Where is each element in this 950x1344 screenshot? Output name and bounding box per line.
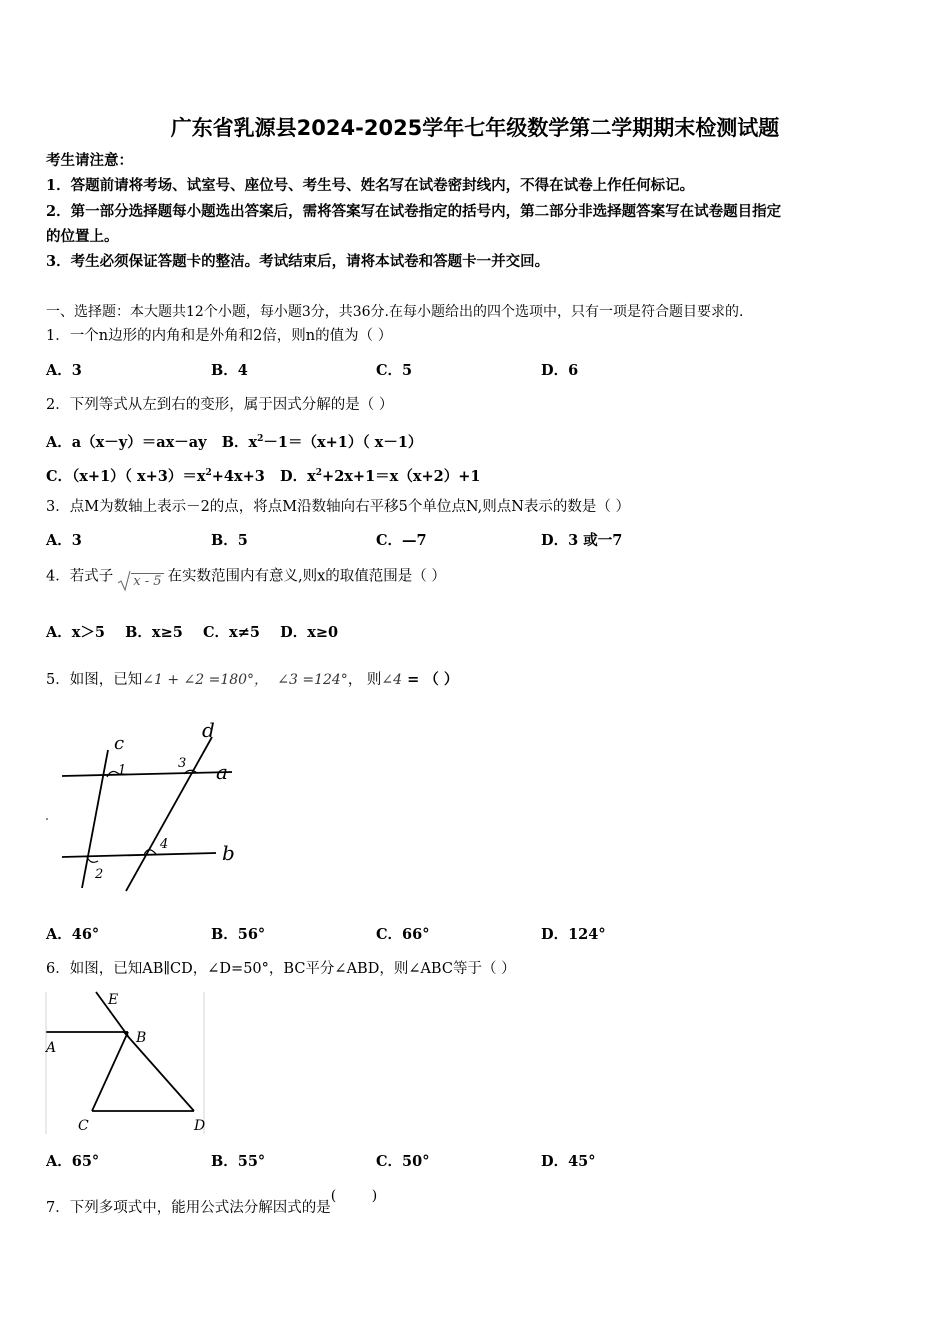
q5-figure-lines xyxy=(62,737,232,891)
q1-option-a: A．3 xyxy=(46,362,82,379)
q5-option-a: A．46° xyxy=(46,926,100,943)
sqrt-expression xyxy=(117,570,163,592)
label-d: d xyxy=(202,718,215,742)
line-b xyxy=(62,853,216,857)
q4-stem: 4．若式子 x - 5 在实数范围内有意义,则x的取值范围是（ ） xyxy=(46,566,446,588)
label-4: 4 xyxy=(160,837,169,852)
notice-heading: 考生请注意： xyxy=(46,152,133,169)
q6-figure-lines xyxy=(46,992,194,1111)
label-A: A xyxy=(46,1040,57,1056)
q1-option-b: B．4 xyxy=(211,362,248,379)
label-c: c xyxy=(114,733,125,754)
label-D: D xyxy=(194,1118,206,1134)
q7-answer-paren: ( ) xyxy=(330,1188,378,1204)
q1-option-d: D．6 xyxy=(541,362,579,379)
q6-option-b: B．55° xyxy=(211,1153,266,1170)
q5-option-d: D．124° xyxy=(541,926,606,943)
q4-options: A．x＞5 B．x≥5 C．x≠5 D．x≥0 xyxy=(46,624,339,641)
q2-options-row1 xyxy=(46,429,422,453)
notice-item-1: 1．答题前请将考场、试室号、座位号、考生号、姓名写在试卷密封线内，不得在试卷上作任何标记。 xyxy=(46,177,695,194)
angle-2-arc xyxy=(87,857,98,862)
q7-stem: 7．下列多项式中，能用公式法分解因式的是( ) xyxy=(46,1188,378,1216)
q2-options-row2 xyxy=(46,463,480,487)
q5-stem: 5．如图，已知∠1 + ∠2 =180°， ∠3 =124°， 则∠4 = （ ） xyxy=(46,671,459,688)
line-BC xyxy=(92,1032,128,1111)
q2-option-b: B．$x^2-1=(x+1)$（ x－1） xyxy=(221,433,423,451)
q3-option-c: C．—7 xyxy=(376,532,427,549)
q3-option-d: D．3 或一7 xyxy=(541,532,623,549)
section-heading: 一、选择题：本大题共12个小题，每小题3分，共36分.在每小题给出的四个选项中，只有一项是符合题目要求的. xyxy=(46,304,744,320)
label-b: b xyxy=(222,841,235,865)
label-1: 1 xyxy=(118,763,127,778)
q6-figure xyxy=(44,988,216,1136)
q1-option-c: C．5 xyxy=(376,362,413,379)
q2-option-c: C．（x+1）（ $x+3)=x^2+4x+3$ xyxy=(46,467,265,485)
q5-condition-1: ∠1 + ∠2 =180°， xyxy=(142,672,269,688)
label-2: 2 xyxy=(95,867,104,882)
q5-figure xyxy=(40,715,250,900)
line-a xyxy=(62,772,232,776)
label-a: a xyxy=(216,760,228,784)
q3-option-b: B．5 xyxy=(211,532,248,549)
label-B: B xyxy=(136,1030,147,1046)
q2-stem: 2．下列等式从左到右的变形，属于因式分解的是（ ） xyxy=(46,397,394,413)
q3-option-a: A．3 xyxy=(46,532,82,549)
notice-item-2: 2．第一部分选择题每小题选出答案后，需将答案写在试卷指定的括号内，第二部分非选择题答案写在试卷题目指定 xyxy=(46,203,782,220)
q3-stem: 3．点M为数轴上表示－2的点，将点M沿数轴向右平移5个单位点N,则点N表示的数是（ ） xyxy=(46,499,631,515)
label-E: E xyxy=(108,992,119,1008)
q6-option-c: C．50° xyxy=(376,1153,430,1170)
q6-stem: 6．如图，已知AB∥CD，∠D=50°，BC平分∠ABD，则∠ABC等于（ ） xyxy=(46,961,516,977)
q6-option-a: A．65° xyxy=(46,1153,100,1170)
notice-item-2-cont: 的位置上。 xyxy=(46,228,119,245)
q5-ask-angle: ∠4 xyxy=(381,672,403,688)
q5-option-b: B．56° xyxy=(211,926,266,943)
label-3: 3 xyxy=(178,756,187,771)
q2-option-d: D．$x^2+2x+1=x(x+2)+1$ xyxy=(280,467,481,485)
q5-condition-2: ∠3 =124° xyxy=(277,672,348,688)
q6-figure-frame xyxy=(46,992,204,1134)
q2-option-a: A．a（x－y）＝ax－ay xyxy=(46,433,207,451)
line-d xyxy=(126,737,212,891)
q1-stem: 1．一个n边形的内角和是外角和2倍，则n的值为（ ） xyxy=(46,328,393,344)
label-C: C xyxy=(78,1118,89,1134)
stray-dot xyxy=(46,818,48,820)
page-title: 广东省乳源县2024-2025学年七年级数学第二学期期末检测试题 xyxy=(170,116,780,140)
q6-option-d: D．45° xyxy=(541,1153,596,1170)
notice-item-3: 3．考生必须保证答题卡的整洁。考试结束后，请将本试卷和答题卡一并交回。 xyxy=(46,253,550,270)
q5-option-c: C．66° xyxy=(376,926,430,943)
line-BD xyxy=(124,1032,194,1111)
sqrt-radicand: x - 5 xyxy=(133,573,162,589)
